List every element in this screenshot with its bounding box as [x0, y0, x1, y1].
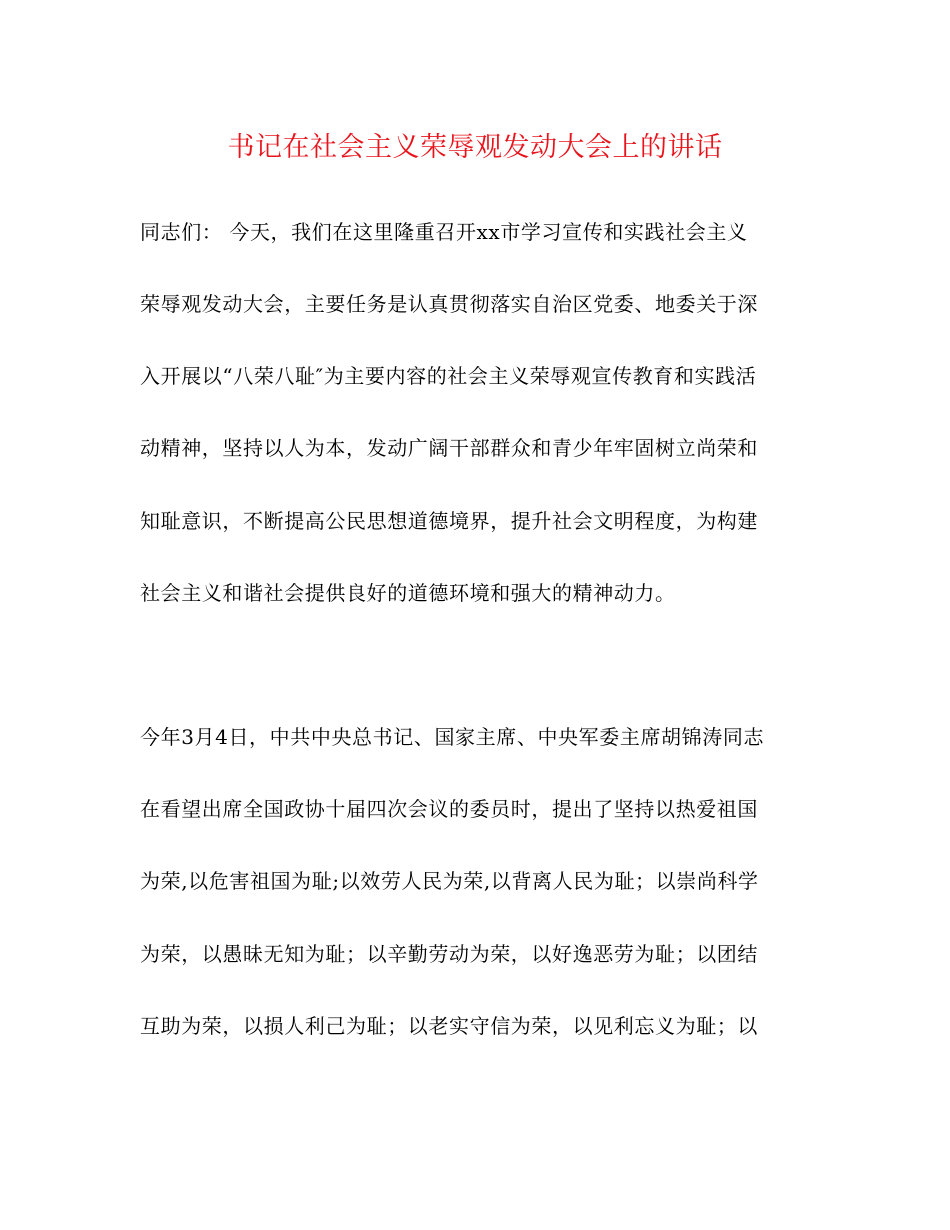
text-line: 今年3月4日，中共中央总书记、国家主席、中央军委主席胡锦涛同志: [140, 725, 765, 749]
document-title: 书记在社会主义荣辱观发动大会上的讲话: [227, 132, 723, 163]
text-line: 知耻意识，不断提高公民思想道德境界，提升社会文明程度，为构建: [140, 509, 758, 533]
text-line: 入开展以“八荣八耻″为主要内容的社会主义荣辱观宣传教育和实践活: [140, 364, 757, 388]
text-line: 荣辱观发动大会，主要任务是认真贯彻落实自治区党委、地委关于深: [140, 292, 758, 316]
text-line: 社会主义和谐社会提供良好的道德环境和强大的精神动力。: [140, 581, 676, 605]
text-line: 为荣，以愚昧无知为耻；以辛勤劳动为荣，以好逸恶劳为耻；以团结: [140, 942, 758, 966]
text-line: 在看望出席全国政协十届四次会议的委员时，提出了坚持以热爱祖国: [140, 797, 758, 821]
text-line: 互助为荣，以损人利己为耻；以老实守信为荣，以见利忘义为耻；以: [140, 1014, 758, 1038]
text-line: 为荣,以危害祖国为耻;以效劳人民为荣,以背离人民为耻；以崇尚科学: [140, 869, 759, 893]
text-line: 动精神，坚持以人为本，发动广阔干部群众和青少年牢固树立尚荣和: [140, 436, 758, 460]
text-line: 同志们： 今天，我们在这里隆重召开xx市学习宣传和实践社会主义: [140, 220, 748, 244]
